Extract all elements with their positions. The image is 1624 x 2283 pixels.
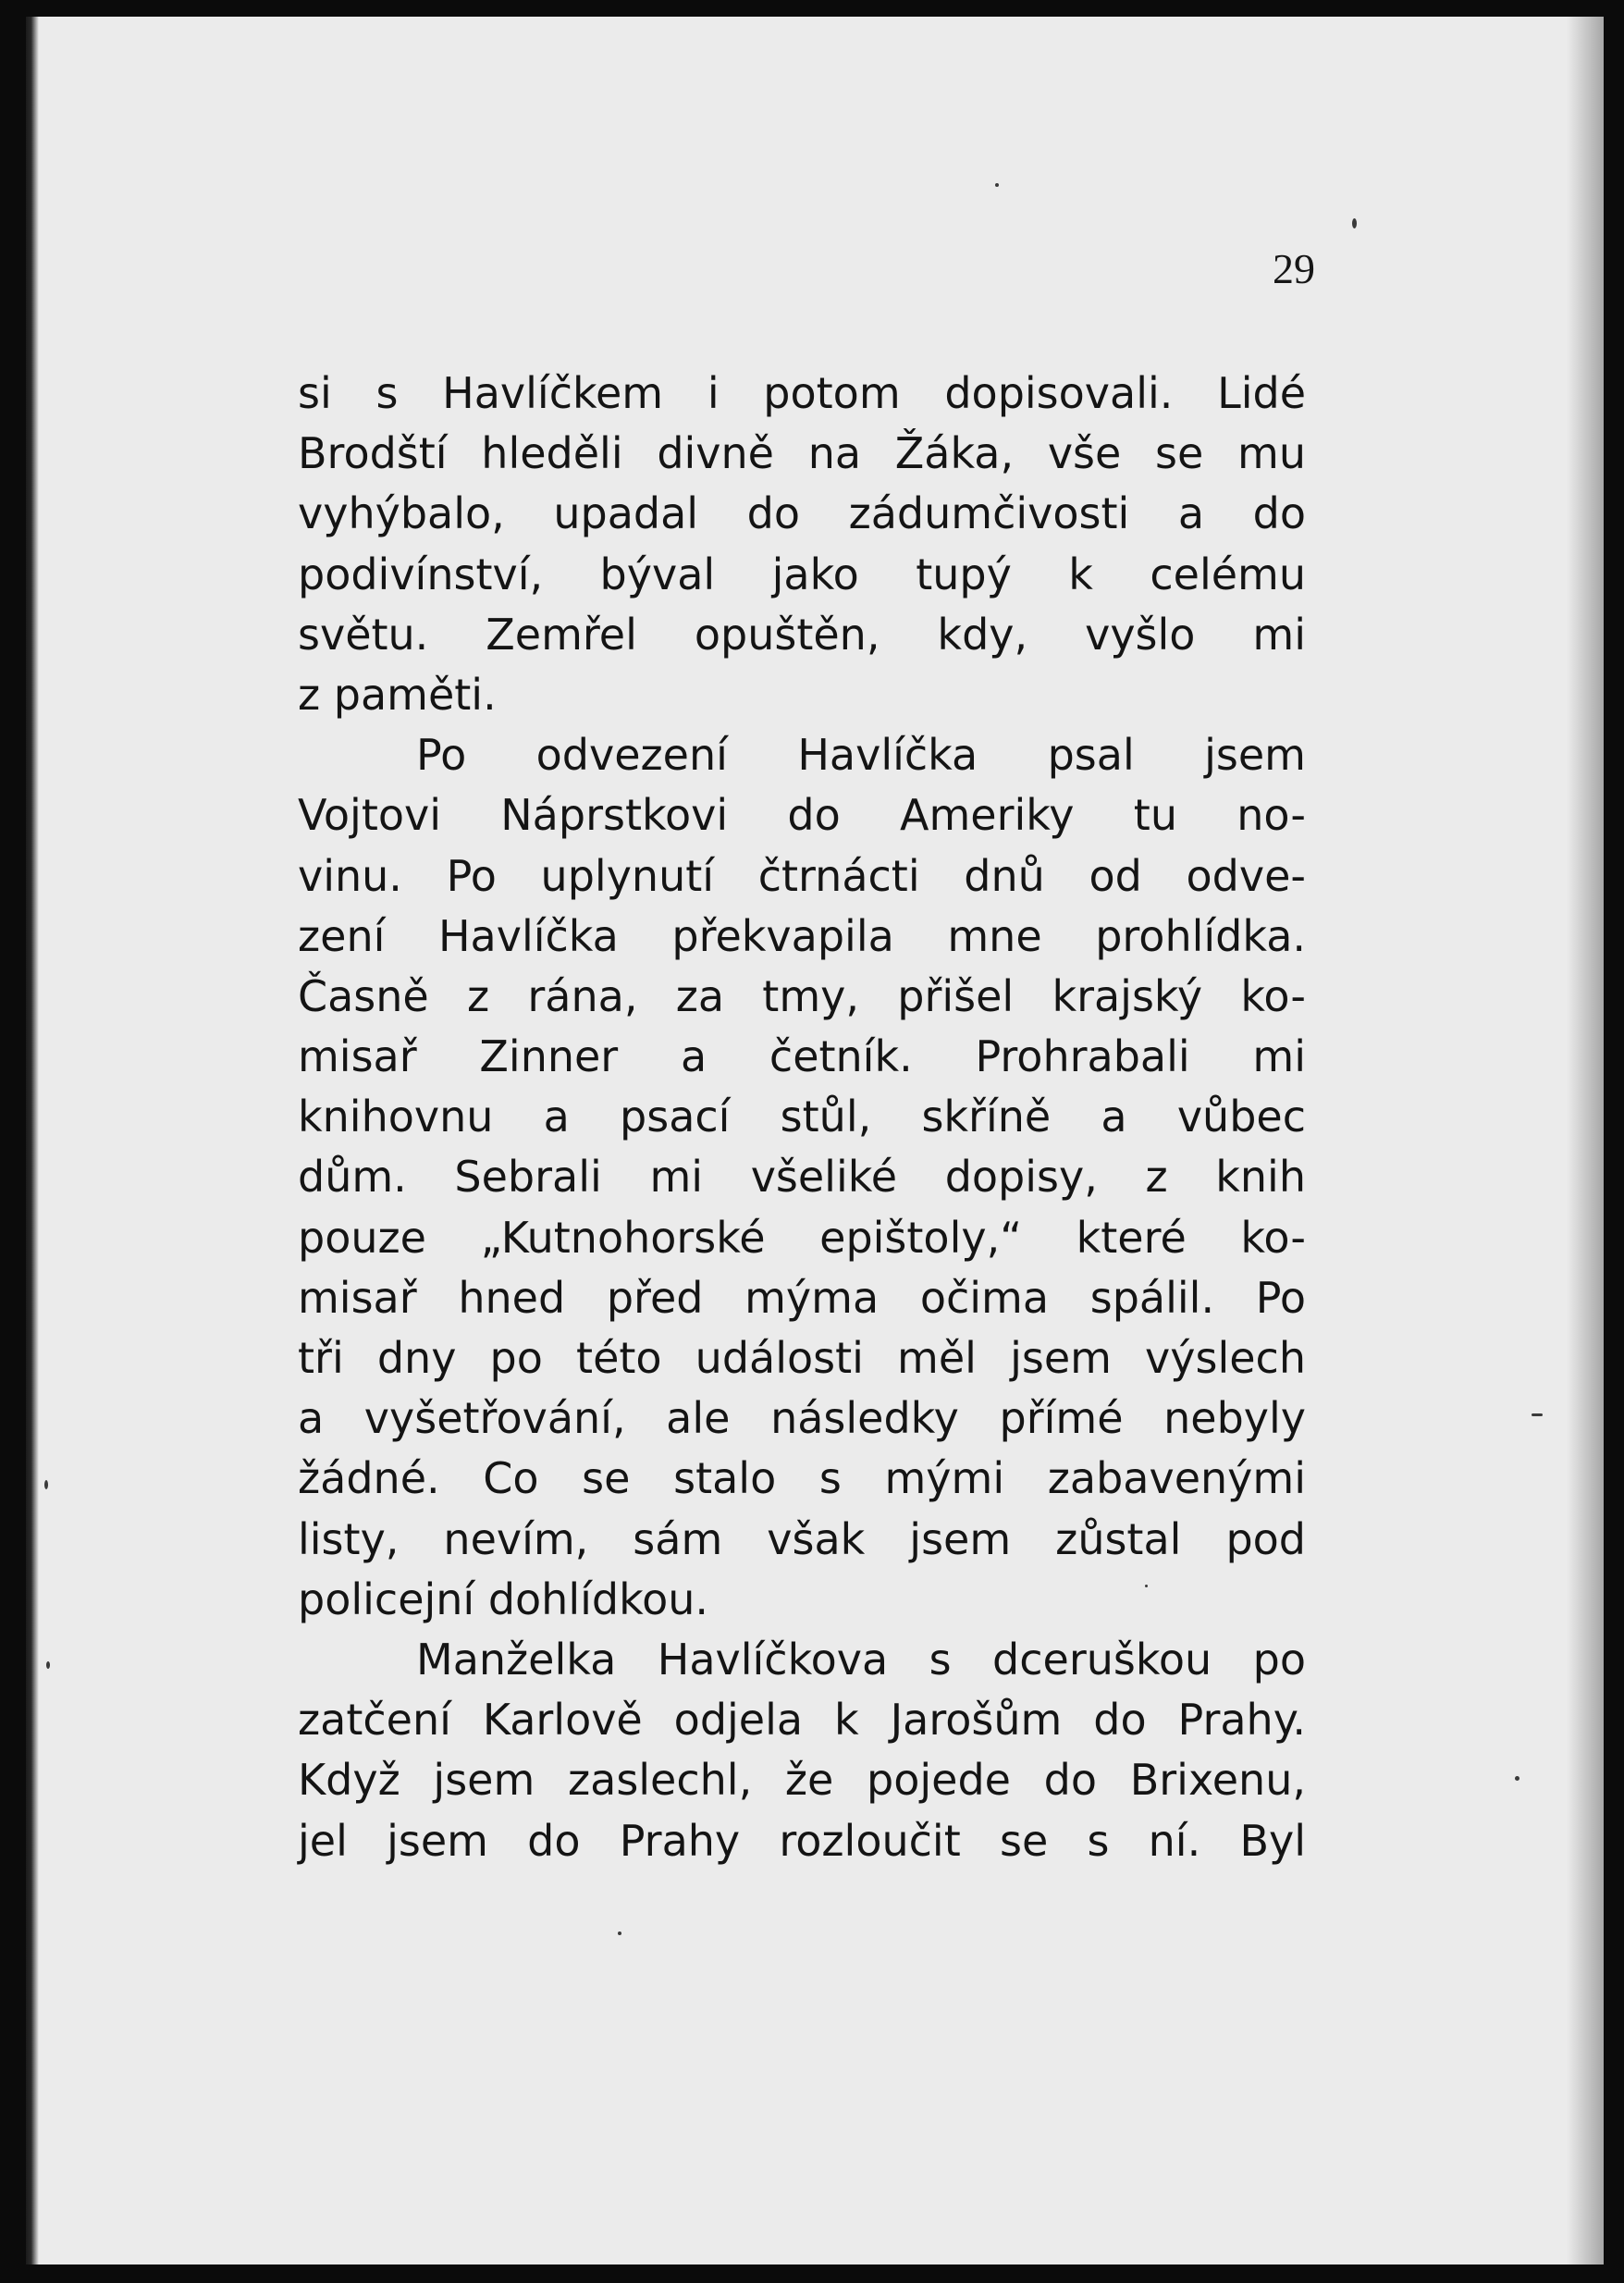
paper-speck bbox=[1145, 1585, 1148, 1587]
text-line: dům. Sebrali mi všeliké dopisy, z knih bbox=[298, 1152, 1306, 1203]
text-line: zatčení Karlově odjela k Jarošům do Prahy. bbox=[298, 1695, 1306, 1746]
text-line: tři dny po této události měl jsem výslech bbox=[298, 1333, 1306, 1383]
text-line: podivínství, býval jako tupý k celému bbox=[298, 549, 1306, 599]
text-line: vinu. Po uplynutí čtrnácti dnů od odve- bbox=[298, 850, 1306, 901]
text-line: listy, nevím, sám však jsem zůstal pod bbox=[298, 1513, 1306, 1564]
text-line: zení Havlíčka překvapila mne prohlídka. bbox=[298, 910, 1306, 961]
text-line: Časně z rána, za tmy, přišel krajský ko- bbox=[298, 970, 1306, 1021]
paper-speck bbox=[618, 1931, 621, 1935]
text-line: vyhýbalo, upadal do zádumčivosti a do bbox=[298, 488, 1306, 539]
text-line: světu. Zemřel opuštěn, kdy, vyšlo mi bbox=[298, 609, 1306, 660]
text-line: knihovnu a psací stůl, skříně a vůbec bbox=[298, 1092, 1306, 1142]
text-line: misař hned před mýma očima spálil. Po bbox=[298, 1272, 1306, 1323]
page-left-shadow bbox=[26, 17, 39, 2264]
text-line: Brodští hleděli divně na Žáka, vše se mu bbox=[298, 428, 1306, 479]
paper-speck bbox=[46, 1661, 50, 1669]
text-line: a vyšetřování, ale následky přímé nebyly bbox=[298, 1393, 1306, 1444]
paper-speck bbox=[1352, 218, 1357, 228]
text-line: si s Havlíčkem i potom dopisovali. Lidé bbox=[298, 368, 1306, 418]
text-line: žádné. Co se stalo s mými zabavenými bbox=[298, 1453, 1306, 1504]
text-line: z paměti. bbox=[298, 669, 497, 720]
text-line: jel jsem do Prahy rozloučit se s ní. Byl bbox=[298, 1815, 1306, 1866]
page-right-shadow bbox=[1567, 17, 1604, 2264]
book-page bbox=[26, 17, 1604, 2264]
text-line: Po odvezení Havlíčka psal jsem bbox=[416, 730, 1306, 781]
paper-speck bbox=[1532, 1413, 1543, 1416]
paper-speck bbox=[44, 1480, 48, 1489]
text-line: policejní dohlídkou. bbox=[298, 1573, 709, 1624]
body-text bbox=[298, 364, 1306, 1871]
text-line: misař Zinner a četník. Prohrabali mi bbox=[298, 1031, 1306, 1082]
text-line: pouze „Kutnohorské epištoly,“ které ko- bbox=[298, 1212, 1306, 1263]
text-line: Manželka Havlíčkova s dceruškou po bbox=[416, 1634, 1306, 1684]
text-line: Když jsem zaslechl, že pojede do Brixenu, bbox=[298, 1755, 1306, 1806]
paper-speck bbox=[1515, 1776, 1519, 1781]
page-number: 29 bbox=[1273, 245, 1315, 292]
text-line: Vojtovi Náprstkovi do Ameriky tu no- bbox=[298, 790, 1306, 841]
paper-speck bbox=[995, 183, 999, 187]
